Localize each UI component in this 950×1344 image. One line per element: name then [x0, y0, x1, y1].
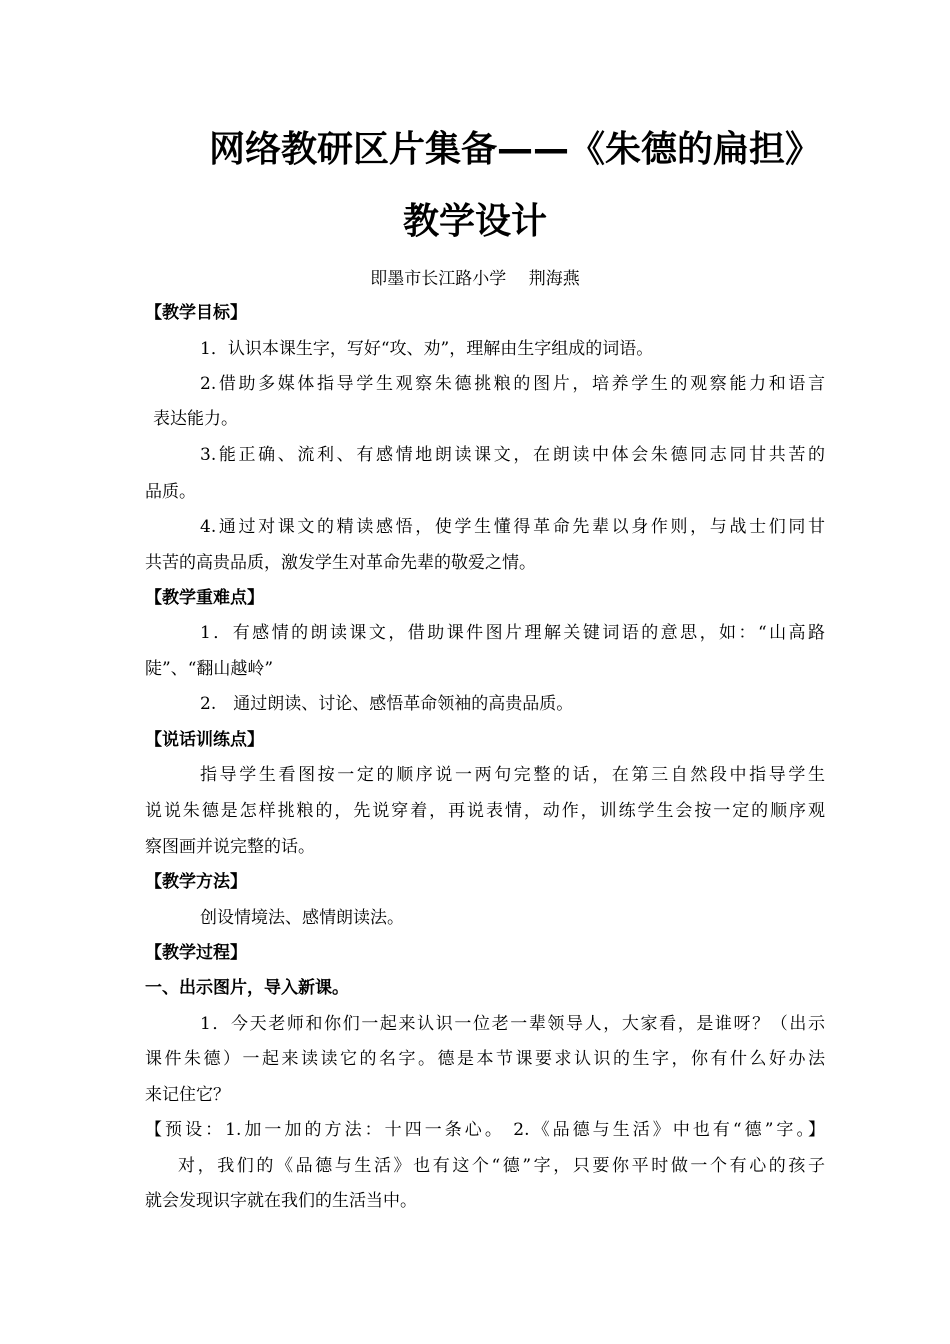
preset-note: 【预设：1.加一加的方法：十四一条心。 2.《品德与生活》中也有“德”字。】: [145, 1120, 825, 1140]
goal-4-line-1: 4.通过对课文的精读感悟，使学生懂得革命先辈以身作则，与战士们同甘: [200, 517, 825, 537]
method-heading: 【教学方法】: [145, 872, 247, 892]
speaking-line-3: 察图画并说完整的话。: [145, 837, 315, 857]
document-subtitle: 教学设计: [402, 201, 547, 242]
goals-heading: 【教学目标】: [145, 303, 247, 323]
follow-up-line-1: 对，我们的《品德与生活》也有这个“德”字，只要你平时做一个有心的孩子: [178, 1156, 825, 1176]
goal-2-line-2: 表达能力。: [153, 409, 238, 429]
goal-3-line-2: 品质。: [145, 482, 196, 502]
document-title: 网络教研区片集备——《朱德的扁担》: [208, 129, 821, 170]
step-1-heading: 一、出示图片，导入新课。: [145, 978, 349, 998]
goal-2-line-1: 2.借助多媒体指导学生观察朱德挑粮的图片，培养学生的观察能力和语言: [200, 374, 825, 394]
author-line: 即墨市长江路小学 荆海燕: [370, 269, 580, 289]
follow-up-line-2: 就会发现识字就在我们的生活当中。: [145, 1191, 417, 1211]
speaking-line-2: 说说朱德是怎样挑粮的，先说穿着，再说表情，动作，训练学生会按一定的顺序观: [145, 801, 825, 821]
key-point-1-line-2: 陡”、“翻山越岭”: [145, 659, 274, 679]
step-1-line-3: 来记住它？: [145, 1085, 230, 1105]
step-1-line-2: 课件朱德）一起来读读它的名字。德是本节课要求认识的生字，你有什么好办法: [145, 1049, 825, 1069]
goal-1: 1．认识本课生字，写好“攻、劝”，理解由生字组成的词语。: [200, 339, 654, 359]
speaking-line-1: 指导学生看图按一定的顺序说一两句完整的话，在第三自然段中指导学生: [200, 765, 825, 785]
step-1-line-1: 1．今天老师和你们一起来认识一位老一辈领导人，大家看，是谁呀？（出示: [200, 1014, 825, 1034]
key-points-heading: 【教学重难点】: [145, 588, 264, 608]
process-heading: 【教学过程】: [145, 943, 247, 963]
speaking-heading: 【说话训练点】: [145, 730, 264, 750]
goal-3-line-1: 3.能正确、流利、有感情地朗读课文，在朗读中体会朱德同志同甘共苦的: [200, 445, 825, 465]
method-text: 创设情境法、感情朗读法。: [200, 908, 404, 928]
key-point-1-line-1: 1．有感情的朗读课文，借助课件图片理解关键词语的意思，如：“山高路: [200, 623, 825, 643]
key-point-2: 2. 通过朗读、讨论、感悟革命领袖的高贵品质。: [200, 694, 574, 714]
goal-4-line-2: 共苦的高贵品质，激发学生对革命先辈的敬爱之情。: [145, 553, 536, 573]
